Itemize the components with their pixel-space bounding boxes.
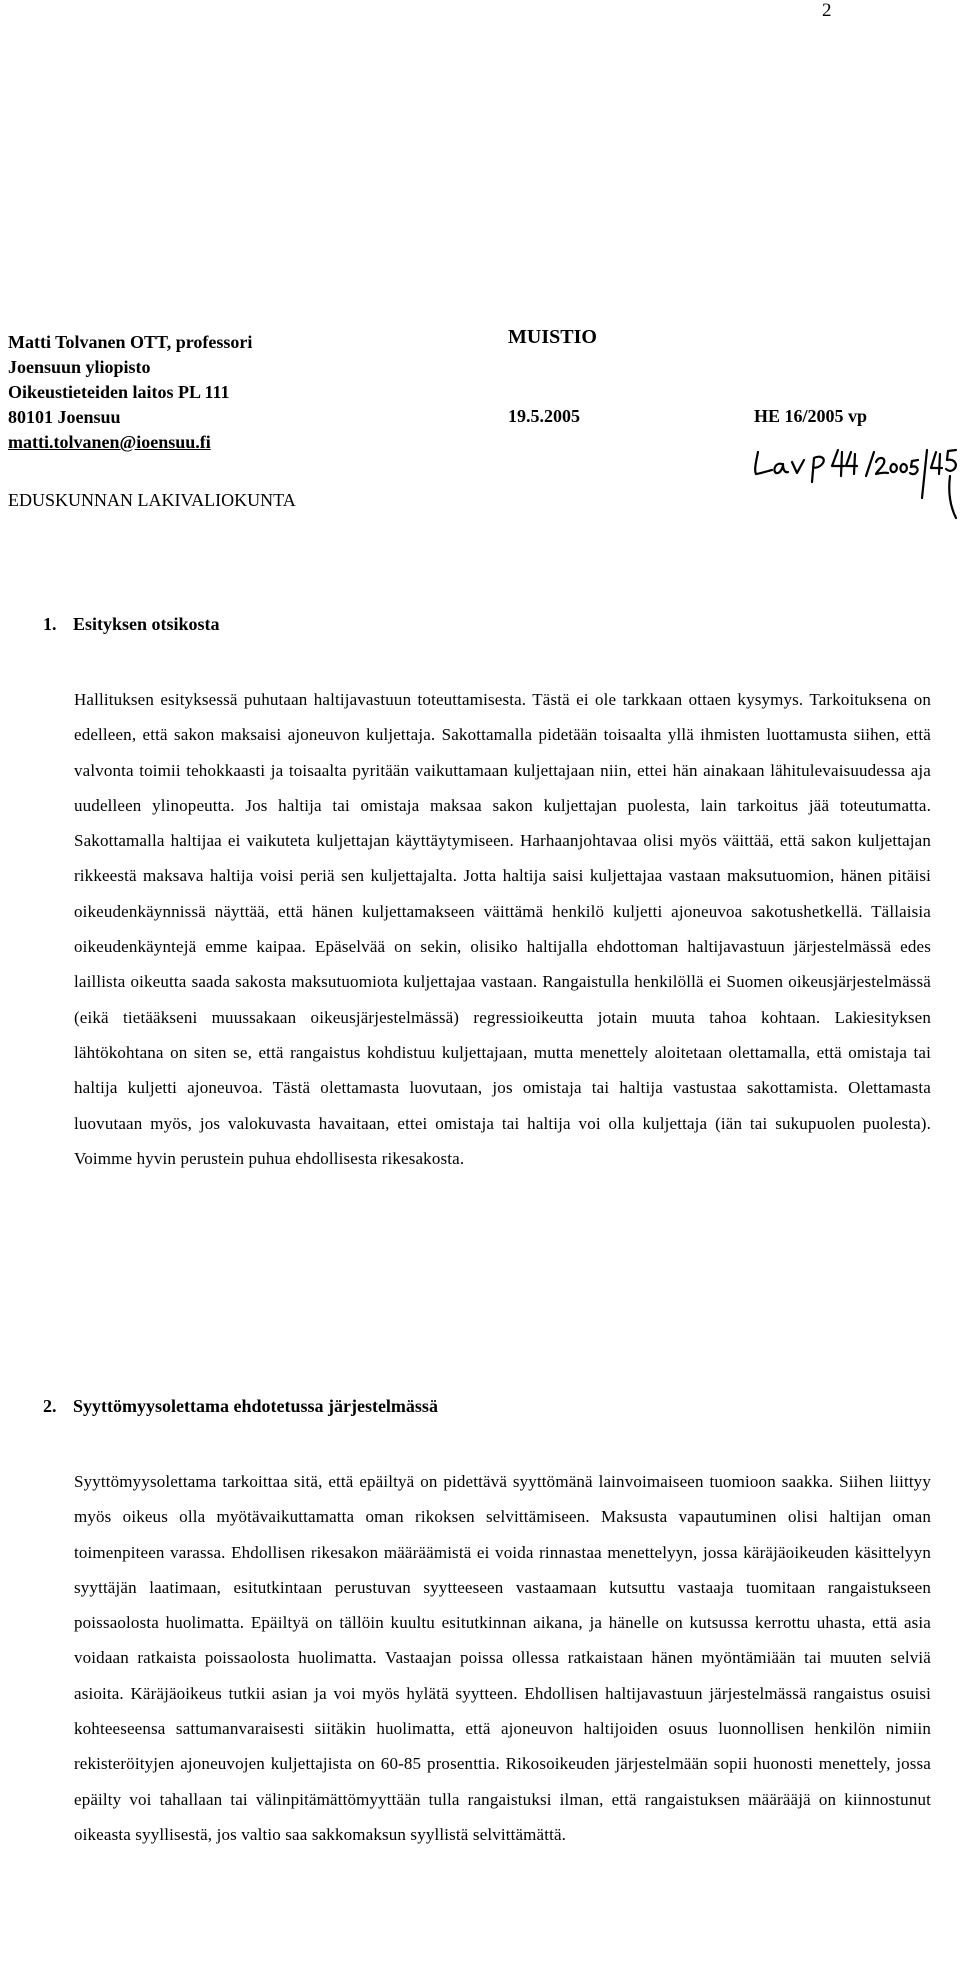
sender-block xyxy=(8,330,252,455)
section-1-paragraph: Hallituksen esityksessä puhutaan haltijavastuun toteuttamisesta. Tästä ei ole tarkkaan ottaen kysymys. Tarkoituksena on edelleen, että sakon maksaisi ajoneuvon kuljettaja. Sakottamalla pidetään toisaalta yllä ihmisten luottamusta siihen, että valvonta toimii tehokkaasti ja toisaalta pyritään vaikuttamaan kuljettajaan niin, ettei hän ainakaan lähitulevaisuudessa aja uudelleen ylinopeutta. Jos haltija tai omistaja maksaa sakon kuljettajan puolesta, lain tarkoitus jää toteutumatta. Sakottamalla haltijaa ei vaikuteta kuljettajan käyttäytymiseen. Harhaanjohtavaa olisi myös väittää, että sakon kuljettajan rikkeestä maksava haltija voisi periä sen kuljettajalta. Jotta haltija saisi kuljettajaa vastaan maksutuomion, hänen pitäisi oikeudenkäynnissä näyttää, että hänen kuljettamakseen väittämä henkilö kuljetti ajoneuvoa sakotushetkellä. Tällaisia oikeudenkäyntejä emme kaipaa. Epäselvää on sekin, olisiko haltijalla ehdottoman haltijavastuun järjestelmässä edes laillista oikeutta saada sakosta maksutuomiota kuljettajaa vastaan. Rangaistulla henkilöllä ei Suomen oikeusjärjestelmässä (eikä tietääkseni muussakaan oikeusjärjestelmässä) regressioikeutta jotain muuta tahoa kohtaan. Lakiesityksen lähtökohtana on siten se, että rangaistus kohdistuu kuljettajaan, mutta menettely aloitetaan olettamalla, että omistaja tai haltija kuljetti ajoneuvoa. Tästä olettamasta luovutaan, jos omistaja tai haltija vastustaa sakottamista. Olettamasta luovutaan myös, jos valokuvasta havaitaan, ettei omistaja tai haltija voi olla kuljettaja (iän tai sukupuolen puolesta). Voimme hyvin perustein puhua ehdollisesta rikesakosta. xyxy=(74,690,931,1168)
handwritten-stamp xyxy=(750,440,960,530)
sender-postal: 80101 Joensuu xyxy=(8,407,121,427)
page-number: 2 xyxy=(822,0,832,21)
recipient: EDUSKUNNAN LAKIVALIOKUNTA xyxy=(8,490,296,510)
section-2-number: 2. xyxy=(43,1396,57,1416)
section-1-title: Esityksen otsikosta xyxy=(73,614,220,634)
section-2-heading xyxy=(43,1396,438,1417)
section-2-paragraph: Syyttömyysolettama tarkoittaa sitä, että epäiltyä on pidettävä syyttömänä lainvoimaiseen tuomioon saakka. Siihen liittyy myös oikeus olla myötävaikuttamatta oman rikoksen selvittämiseen. Maksusta vapautuminen olisi haltijan oman toimenpiteen varassa. Ehdollisen rikesakon määräämistä ei voida rinnastaa menettelyyn, jossa käräjäoikeuden käsittelyyn syyttäjän laatimaan, esitutkintaan perustuvan syytteeseen vastaamaan kutsuttu vastaaja tuomitaan rangaistukseen poissaolosta huolimatta. Epäiltyä on tällöin kuultu esitutkinnan aikana, ja hänelle on kutsussa kerrottu uhasta, että asia voidaan ratkaista poissaolosta huolimatta. Vastaajan poissa ollessa ratkaistaan hänen myöntämiään tai muuten selviä asioita. Käräjäoikeus tutkii asian ja voi myös hylätä syytteen. Ehdollisen haltijavastuun järjestelmässä rangaistus osuisi kohteeseensa sattumanvaraisesti siitäkin huolimatta, että ajoneuvon haltijoiden osuus luonnollisen henkilön nimiin rekisteröityjen ajoneuvojen kuljettajista on 60-85 prosenttia. Rikosoikeuden järjestelmään sopii huonosti menettely, jossa epäilty voi tahallaan tai välinpitämättömyyttään tulla rangaistuksi ilman, että rangaistuksen määrääjä on kiinnostunut oikeasta syyllisestä, jos valtio saa sakkomaksun syyllistä selvittämättä. xyxy=(74,1472,931,1844)
section-2-title: Syyttömyysolettama ehdotetussa järjestelmässä xyxy=(73,1396,438,1416)
sender-name: Matti Tolvanen OTT, professori xyxy=(8,332,253,352)
section-1-heading xyxy=(43,614,220,635)
sender-university: Joensuun yliopisto xyxy=(8,357,151,377)
document-date: 19.5.2005 xyxy=(508,406,580,426)
sender-department: Oikeustieteiden laitos PL 111 xyxy=(8,382,230,402)
section-1-number: 1. xyxy=(43,614,57,634)
document-reference: HE 16/2005 vp xyxy=(754,406,868,426)
sender-email-link[interactable]: matti.tolvanen@ioensuu.fi xyxy=(8,432,211,452)
document-type: MUISTIO xyxy=(508,326,597,348)
